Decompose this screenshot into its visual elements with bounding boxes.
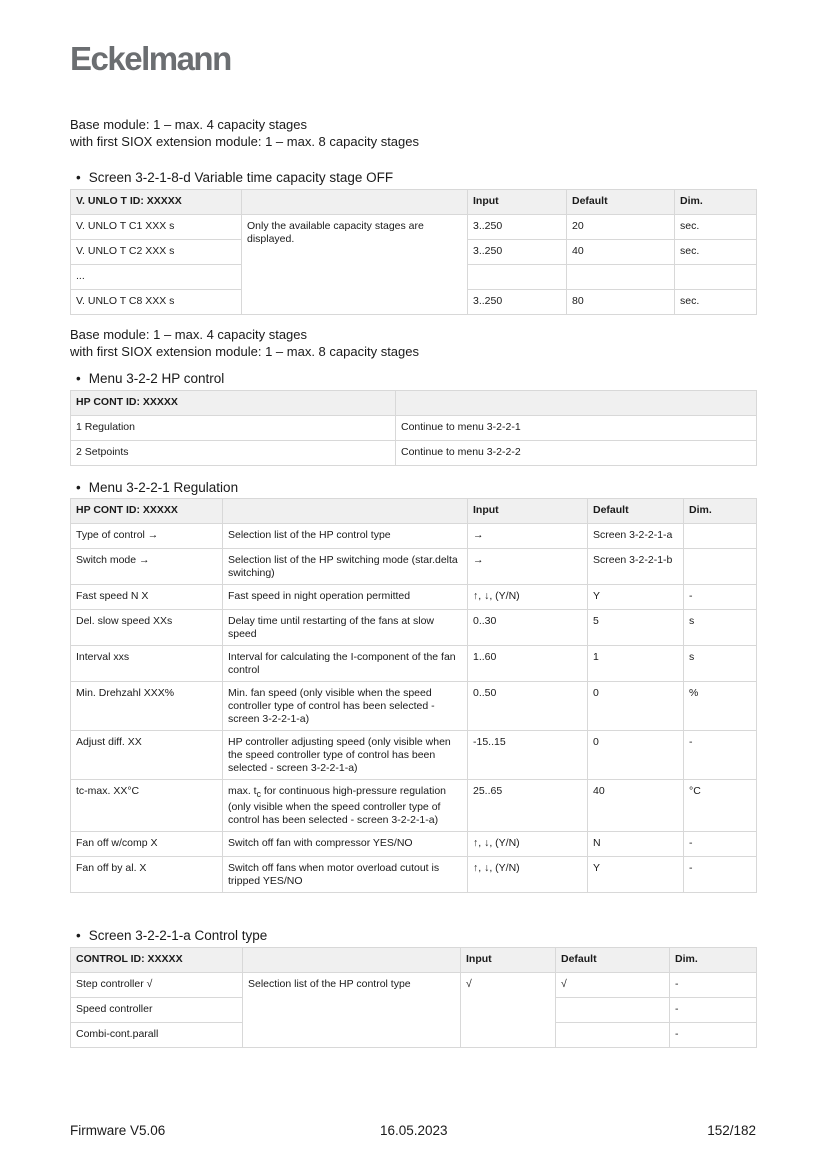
cell: Fast speed in night operation permitted — [223, 585, 468, 610]
cell: 3..250 — [468, 290, 567, 315]
cell: 1..60 — [468, 646, 588, 682]
cell: Screen 3-2-2-1-b — [588, 549, 684, 585]
col-header: CONTROL ID: XXXXX — [71, 948, 243, 973]
cell: - — [670, 1023, 757, 1048]
table-row — [71, 524, 757, 549]
cell: s — [684, 610, 757, 646]
col-header: Default — [556, 948, 670, 973]
cell: 5 — [588, 610, 684, 646]
table-row — [71, 441, 757, 466]
cell: sec. — [675, 290, 757, 315]
cell: Adjust diff. XX — [71, 731, 223, 780]
cell: ↑, ↓, (Y/N) — [468, 585, 588, 610]
cell: °C — [684, 780, 757, 832]
col-header: Input — [461, 948, 556, 973]
footer-firmware: Firmware V5.06 — [70, 1123, 166, 1138]
cell: 2 Setpoints — [71, 441, 396, 466]
cell: 3..250 — [468, 240, 567, 265]
note-line: Base module: 1 – max. 4 capacity stages — [70, 117, 308, 132]
col-header — [242, 190, 468, 215]
cell: N — [588, 832, 684, 857]
cell: Combi-cont.parall — [71, 1023, 243, 1048]
cell — [675, 265, 757, 290]
cell: sec. — [675, 215, 757, 240]
col-header: Dim. — [684, 499, 757, 524]
capacity-note-1 — [70, 116, 419, 150]
cell: 0..50 — [468, 682, 588, 731]
cell — [556, 998, 670, 1023]
col-header — [243, 948, 461, 973]
cell: - — [684, 731, 757, 780]
cell: Switch mode → — [71, 549, 223, 585]
cell: Min. Drehzahl XXX% — [71, 682, 223, 731]
table-row — [71, 780, 757, 832]
cell — [684, 524, 757, 549]
cell: ... — [71, 265, 242, 290]
cell: -15..15 — [468, 731, 588, 780]
control-type-table — [70, 947, 757, 1048]
section-heading: • Screen 3-2-2-1-a Control type — [76, 928, 267, 943]
cell: 1 — [588, 646, 684, 682]
regulation-table — [70, 498, 757, 893]
cell: Fast speed N X — [71, 585, 223, 610]
col-header: Default — [588, 499, 684, 524]
eckelmann-logo: Eckelmann — [70, 40, 231, 77]
cell: Interval for calculating the I-component of the fan control — [223, 646, 468, 682]
cell: V. UNLO T C2 XXX s — [71, 240, 242, 265]
table-row — [71, 682, 757, 731]
cell: Screen 3-2-2-1-a — [588, 524, 684, 549]
col-header: HP CONT ID: XXXXX — [71, 499, 223, 524]
col-header: Default — [567, 190, 675, 215]
table-row — [71, 646, 757, 682]
cell: Speed controller — [71, 998, 243, 1023]
cell: % — [684, 682, 757, 731]
note-line: with first SIOX extension module: 1 – max. 8 capacity stages — [70, 344, 419, 359]
table-row — [71, 585, 757, 610]
col-header — [396, 391, 757, 416]
cell: Switch off fans when motor overload cutout is tripped YES/NO — [223, 857, 468, 893]
cell — [684, 549, 757, 585]
cell: 25..65 — [468, 780, 588, 832]
cell: Min. fan speed (only visible when the speed controller type of control has been selected - screen 3-2-2-1-a) — [223, 682, 468, 731]
note-line: with first SIOX extension module: 1 – max. 8 capacity stages — [70, 134, 419, 149]
cell — [468, 265, 567, 290]
cell: → — [468, 524, 588, 549]
cell: 0 — [588, 731, 684, 780]
cell: ↑, ↓, (Y/N) — [468, 832, 588, 857]
table-row — [71, 215, 757, 240]
cell-description: Only the available capacity stages are displayed. — [242, 215, 468, 315]
note-line: Base module: 1 – max. 4 capacity stages — [70, 327, 308, 342]
cell-input: √ — [461, 973, 556, 1048]
table-row — [71, 731, 757, 780]
cell: Continue to menu 3-2-2-1 — [396, 416, 757, 441]
col-header: Input — [468, 499, 588, 524]
col-header — [223, 499, 468, 524]
cell: 40 — [588, 780, 684, 832]
cell: - — [684, 585, 757, 610]
cell: 0 — [588, 682, 684, 731]
cell: tc-max. XX°C — [71, 780, 223, 832]
cell: Del. slow speed XXs — [71, 610, 223, 646]
cell: Type of control → — [71, 524, 223, 549]
cell: Step controller √ — [71, 973, 243, 998]
cell: 20 — [567, 215, 675, 240]
cell: 80 — [567, 290, 675, 315]
cell: 40 — [567, 240, 675, 265]
cell: HP controller adjusting speed (only visible when the speed controller type of control has been selected - screen 3-2-2-1-a) — [223, 731, 468, 780]
capacity-note-2 — [70, 326, 419, 360]
table-row — [71, 610, 757, 646]
section-heading: • Screen 3-2-1-8-d Variable time capacity stage OFF — [76, 170, 393, 185]
cell: Continue to menu 3-2-2-2 — [396, 441, 757, 466]
cell: Delay time until restarting of the fans at slow speed — [223, 610, 468, 646]
table-row — [71, 549, 757, 585]
cell: √ — [556, 973, 670, 998]
footer-date: 16.05.2023 — [380, 1123, 448, 1138]
cell: - — [670, 998, 757, 1023]
cell: V. UNLO T C8 XXX s — [71, 290, 242, 315]
col-header: HP CONT ID: XXXXX — [71, 391, 396, 416]
cell-description: Selection list of the HP control type — [243, 973, 461, 1048]
unlo-time-table — [70, 189, 757, 315]
cell: - — [670, 973, 757, 998]
cell: → — [468, 549, 588, 585]
cell: 3..250 — [468, 215, 567, 240]
cell: sec. — [675, 240, 757, 265]
cell: Interval xxs — [71, 646, 223, 682]
cell — [556, 1023, 670, 1048]
cell: Switch off fan with compressor YES/NO — [223, 832, 468, 857]
cell: Fan off by al. X — [71, 857, 223, 893]
cell: Y — [588, 585, 684, 610]
cell: Fan off w/comp X — [71, 832, 223, 857]
col-header: Dim. — [670, 948, 757, 973]
cell: - — [684, 857, 757, 893]
table-row — [71, 832, 757, 857]
cell: Selection list of the HP control type — [223, 524, 468, 549]
table-row — [71, 973, 757, 998]
cell: ↑, ↓, (Y/N) — [468, 857, 588, 893]
section-heading: • Menu 3-2-2-1 Regulation — [76, 480, 238, 495]
hp-control-menu-table — [70, 390, 757, 466]
cell: - — [684, 832, 757, 857]
col-header: V. UNLO T ID: XXXXX — [71, 190, 242, 215]
col-header: Input — [468, 190, 567, 215]
col-header: Dim. — [675, 190, 757, 215]
footer-page-number: 152/182 — [707, 1123, 756, 1138]
section-heading: • Menu 3-2-2 HP control — [76, 371, 224, 386]
cell: max. $t_c$ for continuous high-pressure regulation (only visible when the speed controller type of control has been selected - screen 3-2-2-1-a) — [223, 780, 468, 832]
cell: 0..30 — [468, 610, 588, 646]
table-row — [71, 416, 757, 441]
cell: 1 Regulation — [71, 416, 396, 441]
table-row — [71, 857, 757, 893]
cell: Selection list of the HP switching mode (star.delta switching) — [223, 549, 468, 585]
cell: V. UNLO T C1 XXX s — [71, 215, 242, 240]
cell — [567, 265, 675, 290]
cell: s — [684, 646, 757, 682]
cell: Y — [588, 857, 684, 893]
